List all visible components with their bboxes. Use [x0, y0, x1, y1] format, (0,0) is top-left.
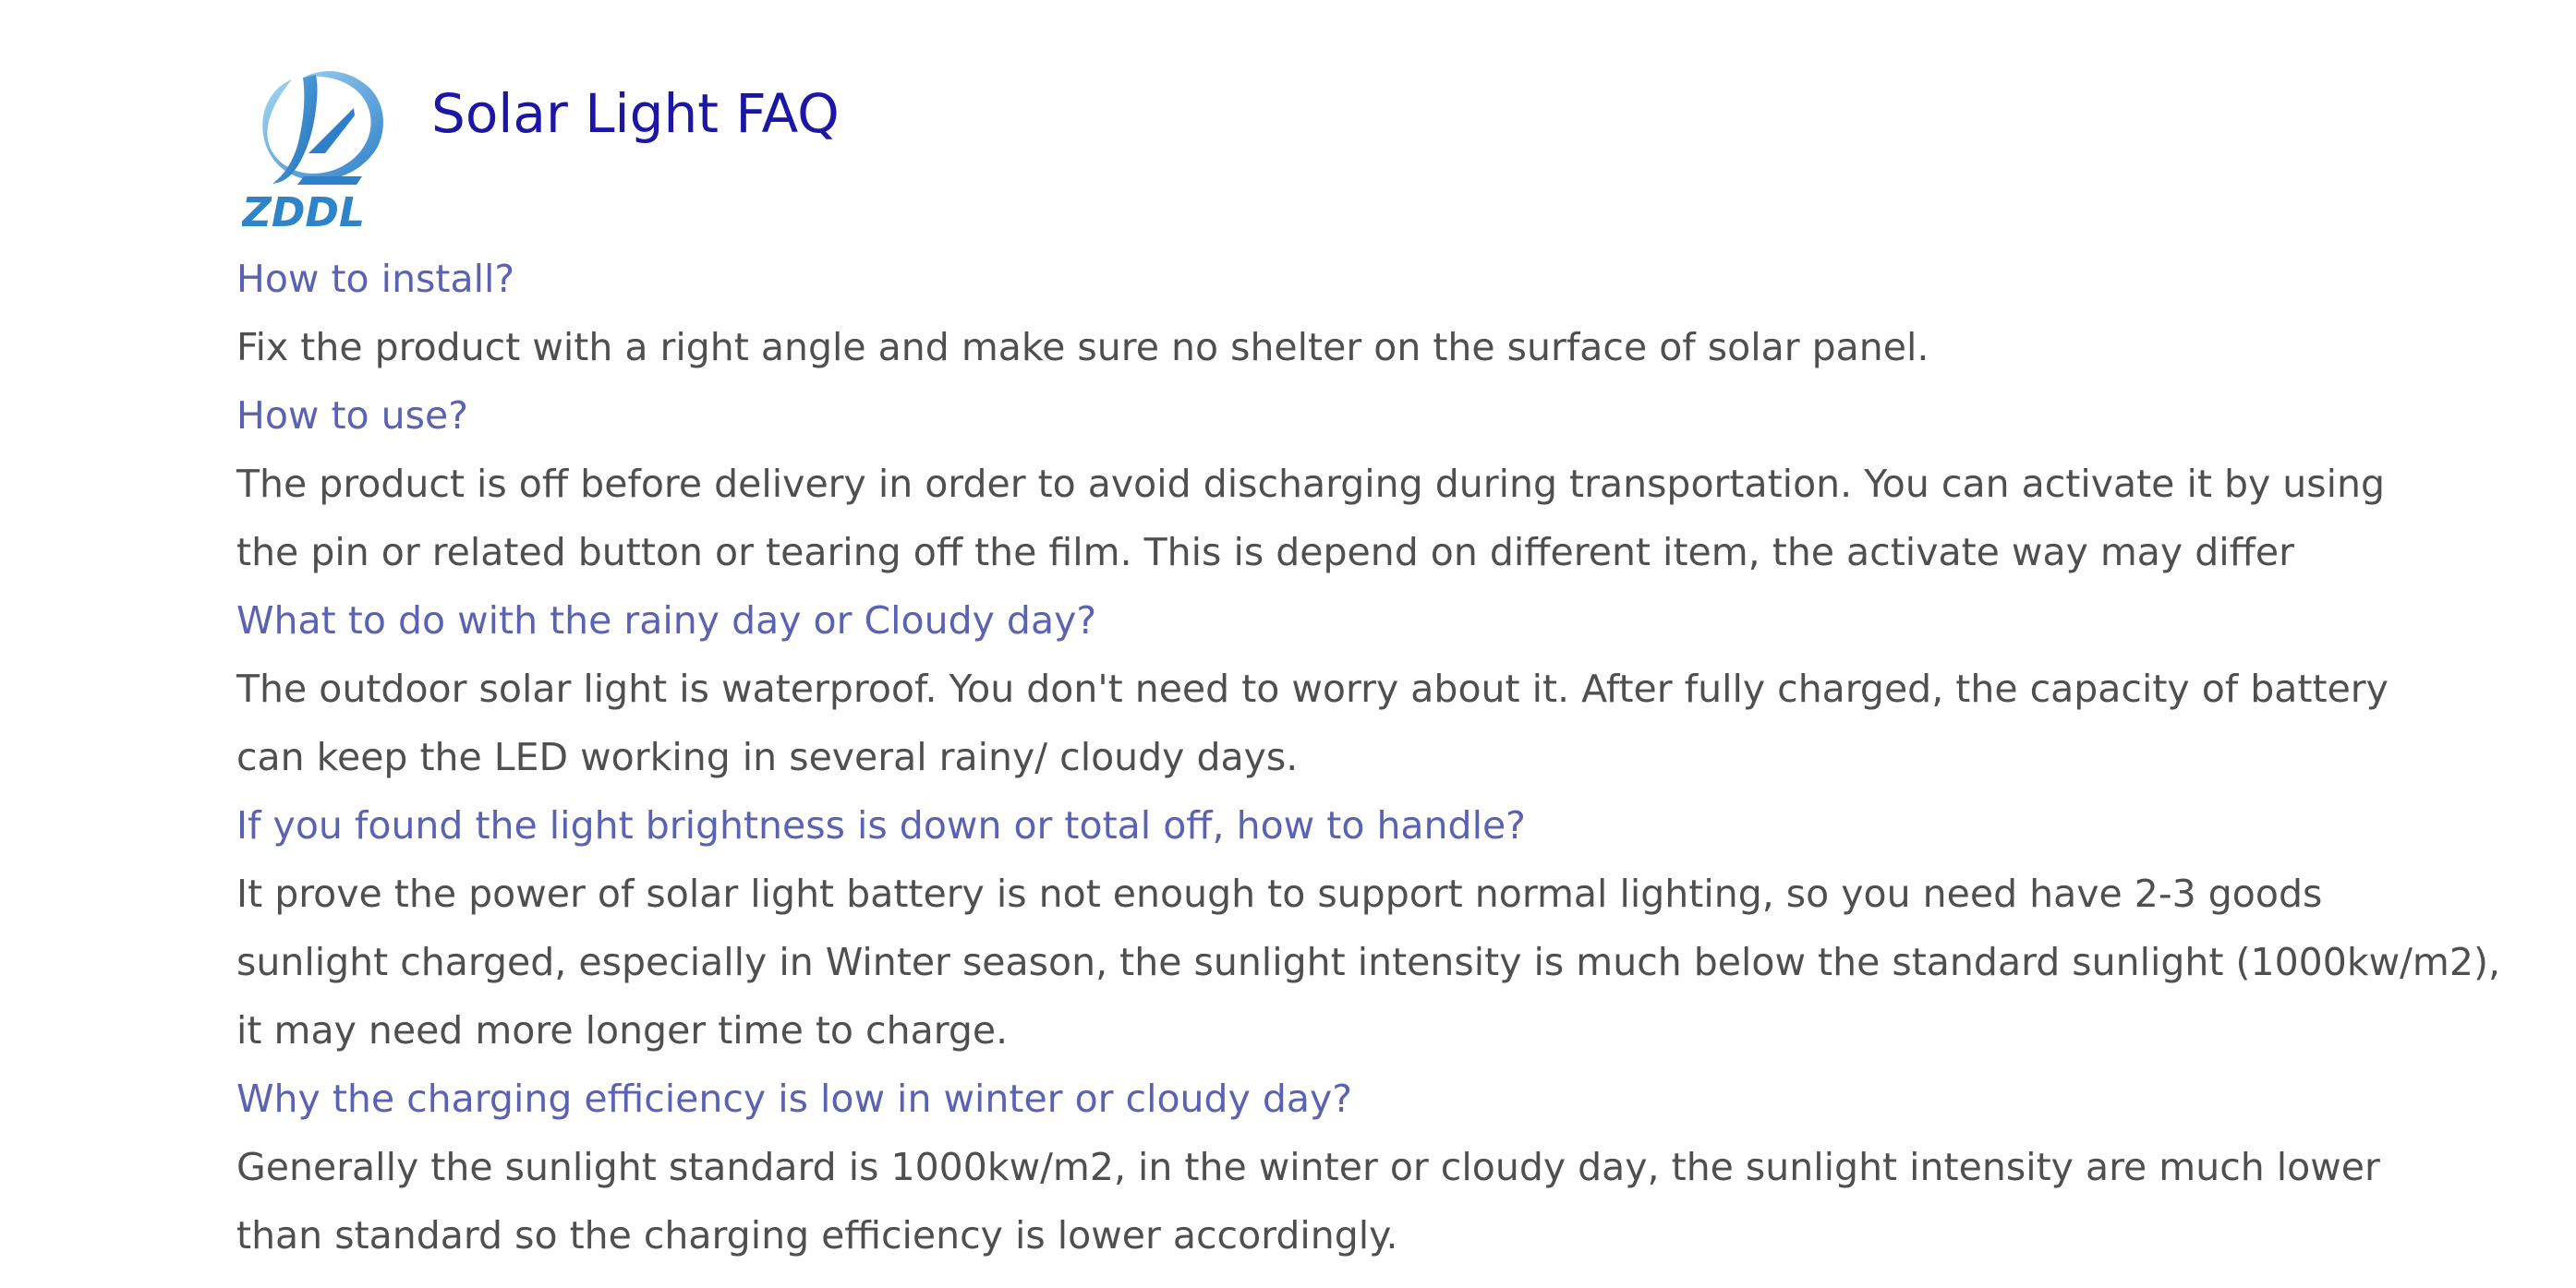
faq-item-charging-efficiency	[236, 1065, 2389, 1270]
faq-answer	[236, 655, 2389, 791]
answer-line: than standard so the charging efficiency is lower accordingly.	[236, 1213, 1398, 1258]
answer-line: can keep the LED working in several rainy/ cloudy days.	[236, 735, 1299, 779]
faq-item-rainy-day	[236, 586, 2389, 791]
faq-item-brightness	[236, 791, 2500, 1065]
faq-answer	[236, 860, 2500, 1065]
zddl-logo-icon	[242, 59, 393, 235]
answer-line: The outdoor solar light is waterproof. You don't need to worry about it. After fully charged, the capacity of battery	[236, 667, 2389, 711]
answer-line: The product is off before delivery in order to avoid discharging during transportation. You can activate it by using	[236, 462, 2386, 506]
faq-answer	[236, 1133, 2389, 1270]
faq-item-install	[236, 245, 2389, 381]
faq-item-use	[236, 381, 2389, 586]
zddl-logo	[242, 59, 393, 235]
faq-question: What to do with the rainy day or Cloudy day?	[236, 598, 1097, 643]
faq-answer	[236, 313, 2389, 381]
answer-line: It prove the power of solar light battery is not enough to support normal lighting, so you need have 2-3 goods	[236, 872, 2323, 916]
faq-question: How to install?	[236, 257, 515, 301]
answer-line: Fix the product with a right angle and make sure no shelter on the surface of solar panel.	[236, 325, 1929, 369]
answer-line: the pin or related button or tearing off the film. This is depend on different item, the activate way may differ	[236, 530, 2294, 574]
faq-answer	[236, 450, 2389, 586]
faq-question: How to use?	[236, 393, 469, 438]
faq-question: If you found the light brightness is down or total off, how to handle?	[236, 803, 1526, 848]
page-title: Solar Light FAQ	[431, 82, 840, 145]
answer-line: sunlight charged, especially in Winter season, the sunlight intensity is much below the standard sunlight (1000kw/m2),	[236, 940, 2500, 984]
faq-question: Why the charging efficiency is low in winter or cloudy day?	[236, 1077, 1353, 1121]
answer-line: it may need more longer time to charge.	[236, 1008, 1009, 1053]
svg-text:ZDDL: ZDDL	[242, 189, 365, 235]
document-header	[242, 59, 840, 235]
answer-line: Generally the sunlight standard is 1000kw/m2, in the winter or cloudy day, the sunlight intensity are much lower	[236, 1145, 2380, 1189]
faq-list	[236, 245, 2500, 1270]
